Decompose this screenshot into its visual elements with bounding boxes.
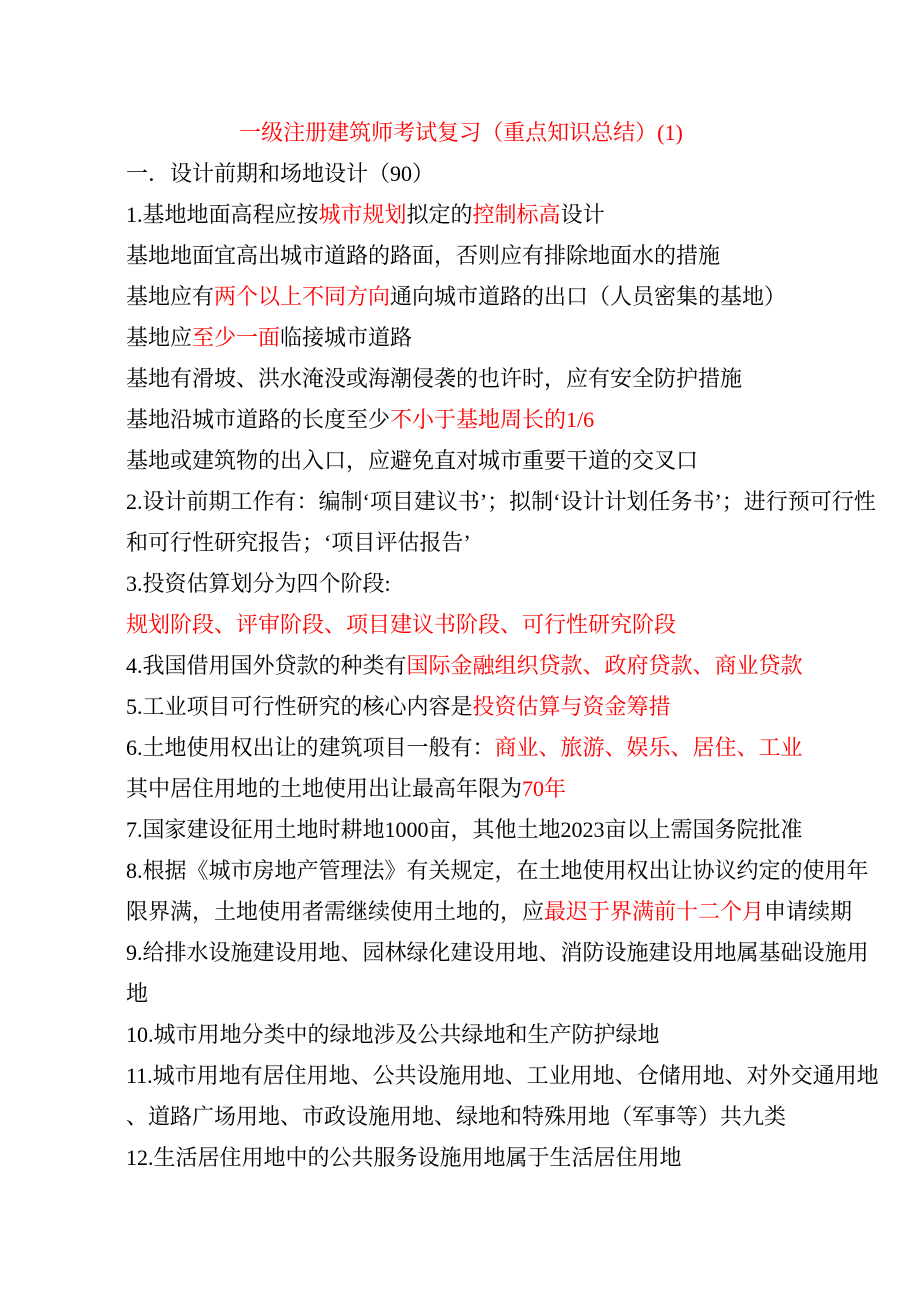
text-segment: 一．设计前期和场地设计（90） — [126, 161, 435, 186]
text-line — [126, 276, 796, 317]
text-line — [126, 194, 796, 235]
text-line — [126, 973, 796, 1014]
text-segment: 7.国家建设征用土地时耕地1000亩，其他土地2023亩以上需国务院批准 — [126, 817, 803, 842]
text-line — [126, 1055, 879, 1096]
text-segment: 12.生活居住用地中的公共服务设施用地属于生活居住用地 — [126, 1145, 682, 1170]
text-segment: 拟定的 — [406, 202, 473, 227]
text-segment: 设计 — [560, 202, 605, 227]
text-line — [126, 153, 796, 194]
text-segment: 通向城市道路的出口（人员密集的基地） — [390, 284, 787, 309]
text-line — [126, 727, 803, 768]
text-segment: 临接城市道路 — [280, 325, 413, 350]
text-line — [126, 809, 803, 850]
text-segment: 基地应有 — [126, 284, 215, 309]
text-segment: 基地地面宜高出城市道路的路面，否则应有排除地面水的措施 — [126, 243, 721, 268]
text-segment: 最迟于界满前十二个月 — [544, 899, 765, 924]
text-segment: 、道路广场用地、市政设施用地、绿地和特殊用地（军事等）共九类 — [126, 1104, 787, 1129]
text-segment: 规划阶段、评审阶段、项目建议书阶段、可行性研究阶段 — [126, 612, 677, 637]
document-content — [126, 112, 879, 1178]
text-segment: 两个以上不同方向 — [214, 284, 391, 309]
text-line — [126, 563, 796, 604]
text-line — [126, 1014, 796, 1055]
text-segment: 商业、旅游、娱乐、居住、工业 — [494, 735, 803, 760]
text-line — [126, 1137, 796, 1178]
text-segment: 限界满，土地使用者需继续使用土地的，应 — [126, 899, 545, 924]
text-segment: 10.城市用地分类中的绿地涉及公共绿地和生产防护绿地 — [126, 1022, 660, 1047]
text-line — [126, 317, 796, 358]
text-segment: 3.投资估算划分为四个阶段: — [126, 571, 391, 596]
text-segment: 基地有滑坡、洪水淹没或海潮侵袭的也许时，应有安全防护措施 — [126, 366, 743, 391]
text-segment: 11.城市用地有居住用地、公共设施用地、工业用地、仓储用地、对外交通用地 — [126, 1063, 879, 1088]
text-line — [126, 440, 796, 481]
text-line — [126, 604, 796, 645]
text-line — [126, 932, 869, 973]
text-segment: 和可行性研究报告；‘项目评估报告’ — [126, 530, 471, 555]
text-line — [126, 645, 803, 686]
text-segment: 其中居住用地的土地使用出让最高年限为 — [126, 776, 523, 801]
text-line — [126, 399, 796, 440]
text-segment: 投资估算与资金筹措 — [472, 694, 671, 719]
document-title: 一级注册建筑师考试复习（重点知识总结）(1) — [239, 120, 683, 145]
text-line — [126, 522, 796, 563]
text-segment: 基地沿城市道路的长度至少 — [126, 407, 391, 432]
text-segment: 城市规划 — [318, 202, 407, 227]
text-segment: 70年 — [522, 776, 567, 801]
text-segment: 2.设计前期工作有：编制‘项目建议书’；拟制‘设计计划任务书’；进行预可行性 — [126, 489, 876, 514]
text-line — [126, 358, 796, 399]
text-segment: 基地应 — [126, 325, 193, 350]
text-segment: 4.我国借用国外贷款的种类有 — [126, 653, 407, 678]
text-line — [126, 686, 796, 727]
text-segment: 8.根据《城市房地产管理法》有关规定，在土地使用权出让协议约定的使用年 — [126, 858, 869, 883]
text-segment: 控制标高 — [472, 202, 561, 227]
text-segment: 不小于基地周长的1/6 — [390, 407, 595, 432]
text-segment: 申请续期 — [764, 899, 853, 924]
text-segment: 基地或建筑物的出入口，应避免直对城市重要干道的交叉口 — [126, 448, 699, 473]
text-segment: 地 — [126, 981, 149, 1006]
text-segment: 6.土地使用权出让的建筑项目一般有： — [126, 735, 495, 760]
text-line — [126, 891, 853, 932]
text-line — [126, 768, 796, 809]
text-line — [126, 850, 869, 891]
text-line — [126, 235, 796, 276]
text-lines — [126, 153, 879, 1178]
text-segment: 1.基地地面高程应按 — [126, 202, 319, 227]
text-segment: 至少一面 — [192, 325, 281, 350]
text-line — [126, 481, 876, 522]
text-line — [126, 1096, 796, 1137]
text-segment: 5.工业项目可行性研究的核心内容是 — [126, 694, 473, 719]
text-segment: 9.给排水设施建设用地、园林绿化建设用地、消防设施建设用地属基础设施用 — [126, 940, 869, 965]
text-segment: 国际金融组织贷款、政府贷款、商业贷款 — [406, 653, 803, 678]
